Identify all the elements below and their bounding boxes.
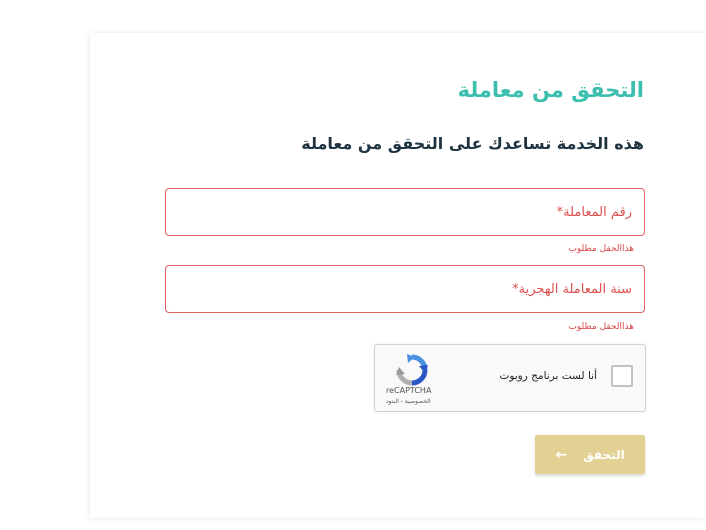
page-subtitle: هذه الخدمة تساعدك على التحقق من معاملة	[301, 134, 644, 153]
page-title: التحقق من معاملة	[457, 78, 644, 102]
hijri-year-field	[165, 265, 645, 313]
hijri-year-error: هذاالحقل مطلوب	[568, 322, 634, 332]
recaptcha-logo-icon	[395, 353, 429, 387]
recaptcha-label: أنا لست برنامج روبوت	[499, 370, 597, 382]
transaction-number-field	[165, 188, 645, 236]
recaptcha-brand: reCAPTCHA	[386, 386, 432, 395]
verify-button[interactable]	[535, 435, 645, 474]
recaptcha-widget	[374, 344, 646, 412]
transaction-number-input[interactable]	[166, 189, 644, 235]
recaptcha-links[interactable]: الخصوصية - البنود	[386, 398, 431, 405]
verify-transaction-card	[90, 33, 706, 518]
arrow-left-icon: ←	[555, 446, 568, 463]
verify-button-label: التحقق	[583, 447, 625, 462]
transaction-number-error: هذاالحقل مطلوب	[568, 244, 634, 254]
recaptcha-checkbox[interactable]	[611, 365, 633, 387]
hijri-year-input[interactable]	[166, 266, 644, 312]
